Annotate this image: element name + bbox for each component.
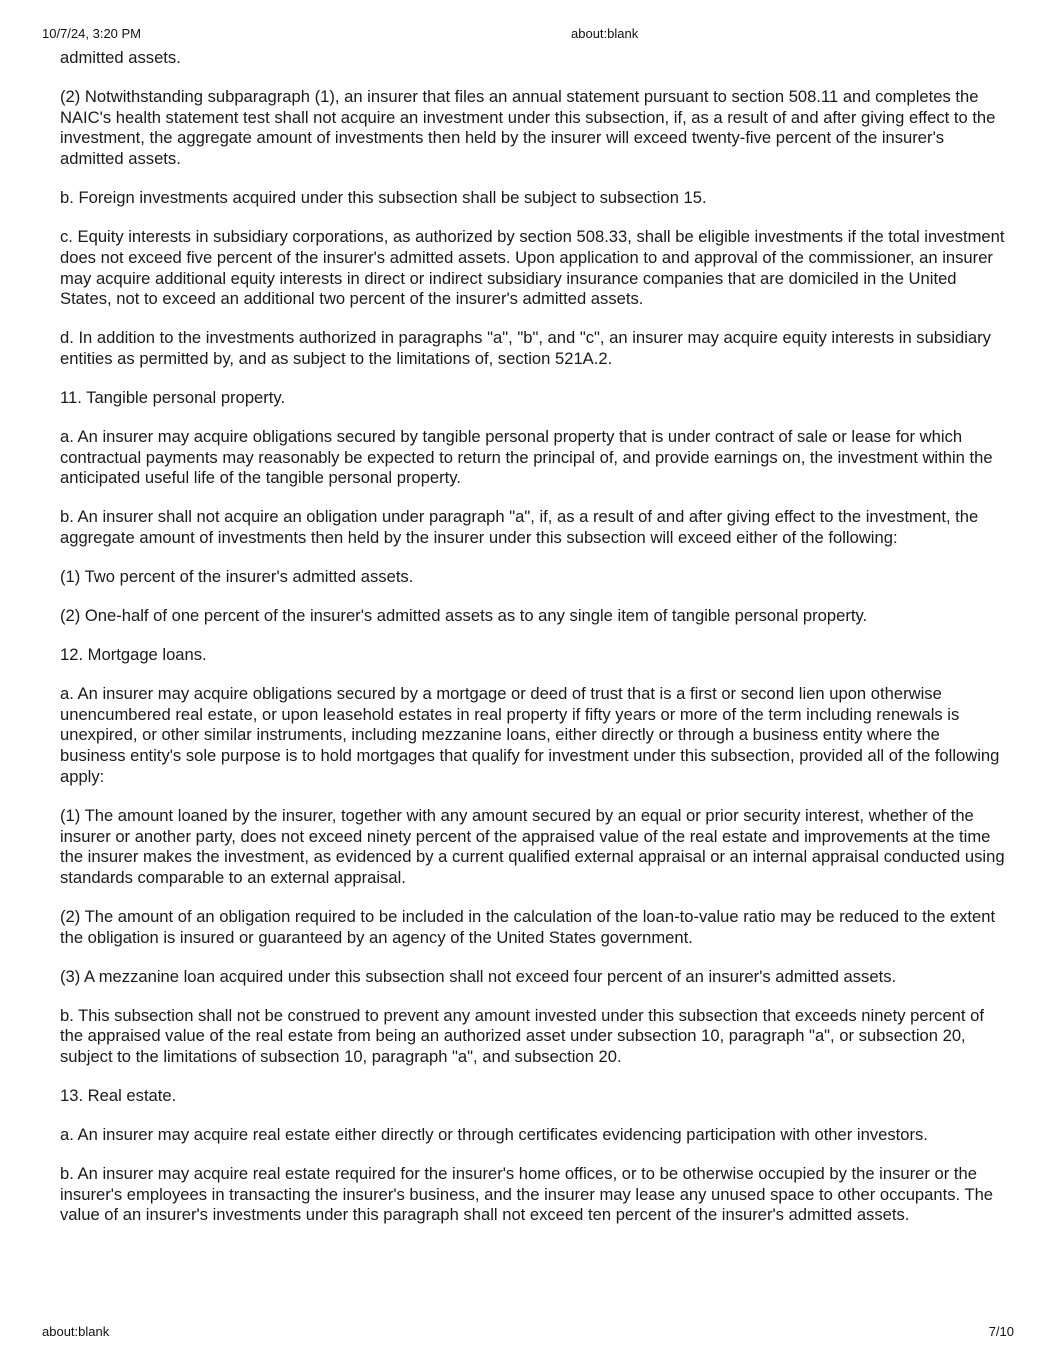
- paragraph: c. Equity interests in subsidiary corporations, as authorized by section 508.33, shall be eligible investments if the total investment does not exceed five percent of the insurer's admitted assets. Upon application to and approval of the commissioner, an insurer may acquire additional equity interests in direct or indirect subsidiary insurance companies that are domiciled in the United States, not to exceed an additional two percent of the insurer's admitted assets.: [60, 227, 1005, 309]
- print-page-number: 7/10: [988, 1324, 1014, 1339]
- section-heading: 12. Mortgage loans.: [60, 645, 207, 665]
- paragraph: b. An insurer may acquire real estate required for the insurer's home offices, or to be otherwise occupied by the insurer or the insurer's employees in transacting the insurer's business, and the insurer may lease any unused space to other occupants. The value of an insurer's investments under this paragraph shall not exceed ten percent of the insurer's admitted assets.: [60, 1164, 994, 1225]
- paragraph: admitted assets.: [60, 48, 181, 67]
- paragraph: a. An insurer may acquire obligations secured by a mortgage or deed of trust that is a first or second lien upon otherwise unencumbered real estate, or upon leasehold estates in real property if fifty years or more of the term including renewals is unexpired, or other similar instruments, including mezzanine loans, either directly or through a business entity where the business entity's sole purpose is to hold mortgages that qualify for investment under this subsection, provided all of the following apply:: [60, 684, 1000, 786]
- document-body: [60, 48, 1005, 1244]
- section-heading: 11. Tangible personal property.: [60, 387, 286, 407]
- print-page-title: about:blank: [571, 26, 639, 41]
- paragraph: a. An insurer may acquire real estate either directly or through certificates evidencing participation with other investors.: [60, 1125, 928, 1145]
- paragraph: (2) Notwithstanding subparagraph (1), an insurer that files an annual statement pursuant to section 508.11 and completes the NAIC's health statement test shall not acquire an investment under this subsection, if, as a result of and after giving effect to the investment, the aggregate amount of investments then held by the insurer will exceed twenty-five percent of the insurer's admitted assets.: [60, 87, 996, 169]
- paragraph: (1) Two percent of the insurer's admitted assets.: [60, 567, 414, 587]
- print-footer-url: about:blank: [42, 1324, 110, 1339]
- paragraph: b. Foreign investments acquired under this subsection shall be subject to subsection 15.: [60, 188, 707, 208]
- paragraph: (2) One-half of one percent of the insurer's admitted assets as to any single item of tangible personal property.: [60, 606, 868, 626]
- paragraph: b. An insurer shall not acquire an obligation under paragraph "a", if, as a result of and after giving effect to the investment, the aggregate amount of investments then held by the insurer under this subsection will exceed either of the following:: [60, 507, 979, 548]
- paragraph: a. An insurer may acquire obligations secured by tangible personal property that is under contract of sale or lease for which contractual payments may reasonably be expected to return the principal of, and provide earnings on, the investment within the anticipated useful life of the tangible personal property.: [60, 426, 993, 488]
- print-datetime: 10/7/24, 3:20 PM: [42, 26, 142, 41]
- paragraph: (2) The amount of an obligation required to be included in the calculation of the loan-to-value ratio may be reduced to the extent the obligation is insured or guaranteed by an agency of the United States government.: [60, 906, 996, 947]
- paragraph: b. This subsection shall not be construed to prevent any amount invested under this subsection that exceeds ninety percent of the appraised value of the real estate from being an authorized asset under subsection 10, paragraph "a", or subsection 20, subject to the limitations of subsection 10, paragraph "a", and subsection 20.: [60, 1005, 984, 1067]
- paragraph: d. In addition to the investments authorized in paragraphs "a", "b", and "c", an insurer may acquire equity interests in subsidiary entities as permitted by, and as subject to the limitations of, section 521A.2.: [60, 328, 991, 368]
- paragraph: (1) The amount loaned by the insurer, together with any amount secured by an equal or prior security interest, whether of the insurer or another party, does not exceed ninety percent of the appraised value of the real estate and improvements at the time the insurer makes the investment, as evidenced by a current qualified external appraisal or an internal appraisal conducted using standards comparable to an external appraisal.: [60, 805, 1005, 887]
- paragraph: (3) A mezzanine loan acquired under this subsection shall not exceed four percent of an insurer's admitted assets.: [60, 966, 897, 986]
- section-heading: 13. Real estate.: [60, 1086, 177, 1106]
